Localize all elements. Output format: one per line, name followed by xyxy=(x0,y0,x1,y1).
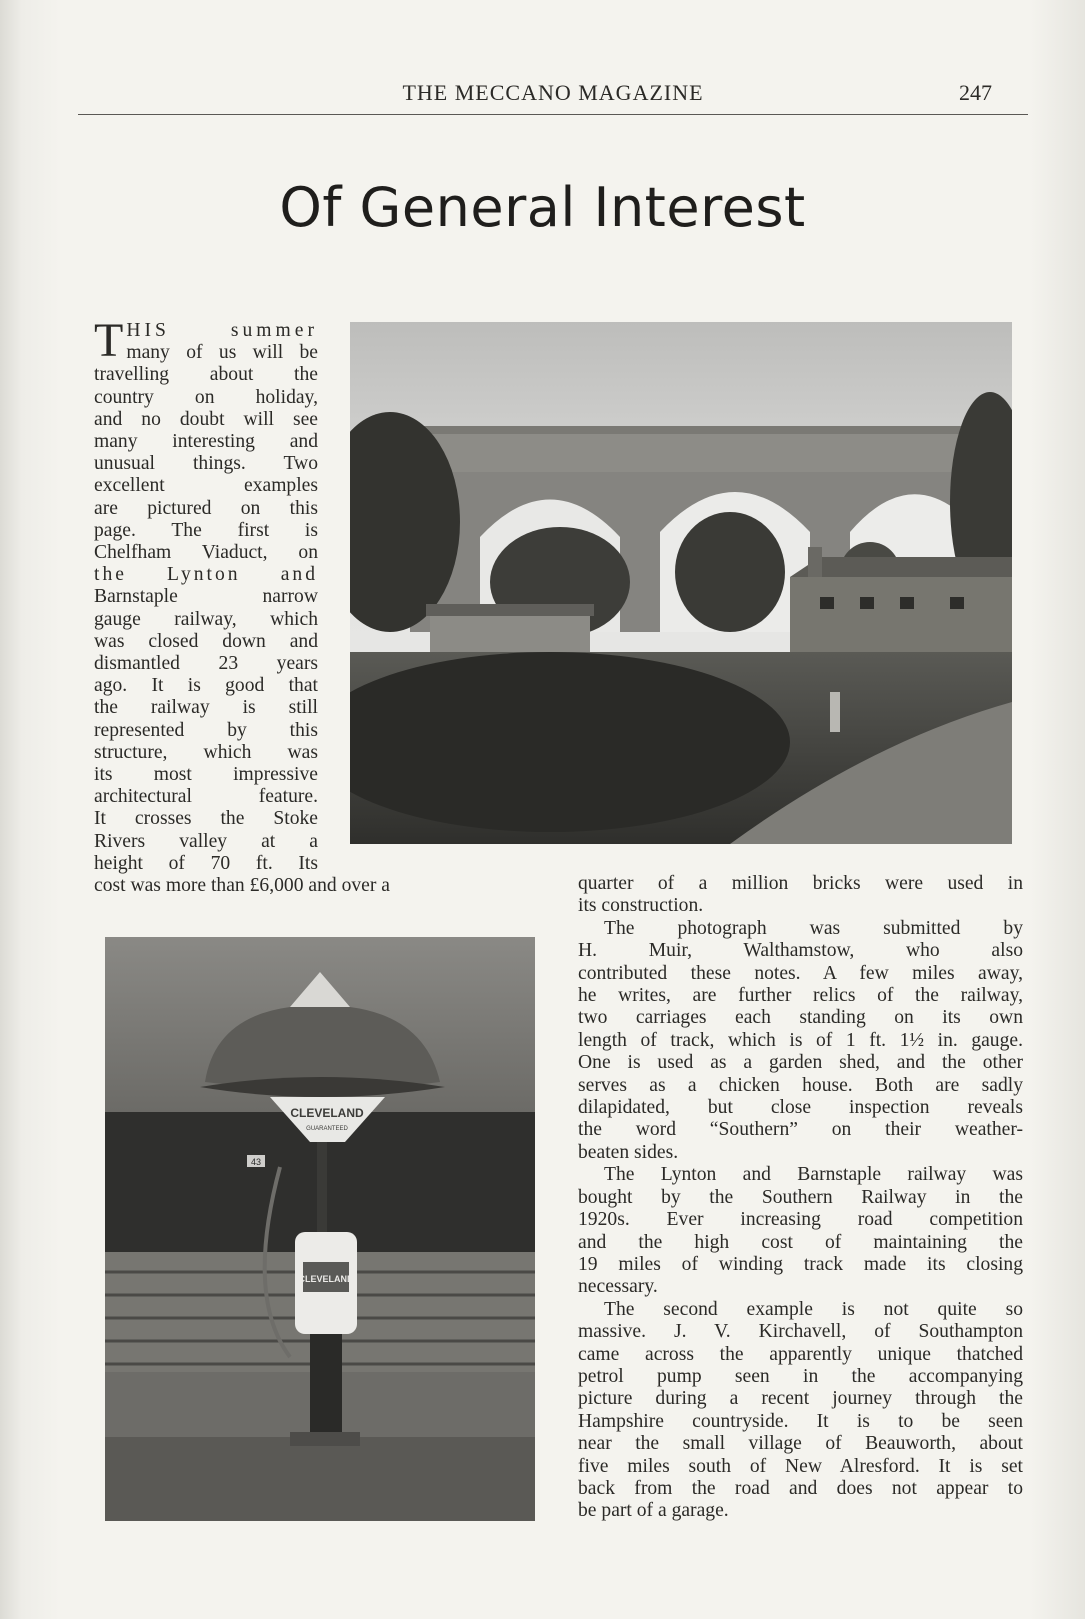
pump-sign-subtext: GUARANTEED xyxy=(306,1126,348,1132)
text-line: dilapidated, but close inspection reveals xyxy=(578,1097,1023,1119)
text-line: unusual things. Two xyxy=(94,453,318,475)
viaduct-photo xyxy=(350,322,1012,844)
text-line: gauge railway, which xyxy=(94,608,318,630)
text-line: and no doubt will see xyxy=(94,408,318,430)
pump-sign-text: CLEVELAND xyxy=(290,1106,364,1120)
text-line: Hampshire countryside. It is to be seen xyxy=(578,1410,1023,1432)
text-line: The second example is not quite so xyxy=(604,1298,1023,1320)
text-line: serves as a chicken house. Both are sadly xyxy=(578,1074,1023,1096)
text-line: H. Muir, Walthamstow, who also xyxy=(578,940,1023,962)
text-line: he writes, are further relics of the railway, xyxy=(578,985,1023,1007)
text-line: structure, which was xyxy=(94,741,318,763)
text-line: its most impressive xyxy=(94,764,318,786)
text-line: the railway is still xyxy=(94,697,318,719)
text-line: excellent examples xyxy=(94,475,318,497)
text-line: ago. It is good that xyxy=(94,675,318,697)
text-line: contributed these notes. A few miles away, xyxy=(578,962,1023,984)
text-line: back from the road and does not appear to xyxy=(578,1477,1023,1499)
magazine-name: THE MECCANO MAGAZINE xyxy=(402,80,704,105)
text-line: necessary. xyxy=(578,1276,658,1298)
text-line: The Lynton and Barnstaple railway was xyxy=(604,1164,1023,1186)
text-line: Barnstaple narrow xyxy=(94,586,318,608)
text-line: 19 miles of winding track made its closing xyxy=(578,1253,1023,1275)
article-left-column xyxy=(94,314,318,875)
text-line: The photograph was submitted by xyxy=(604,917,1023,939)
page-number: 247 xyxy=(959,80,992,105)
text-continuation-line: cost was more than £6,000 and over a xyxy=(94,875,391,896)
text-line: height of 70 ft. Its xyxy=(94,852,318,874)
article-title: Of General Interest xyxy=(279,176,806,239)
text-line: many of us will be xyxy=(126,342,318,364)
text-line: dismantled 23 years xyxy=(94,653,318,675)
running-header xyxy=(78,80,1028,115)
text-line: its construction. xyxy=(578,895,704,917)
text-line: bought by the Southern Railway in the xyxy=(578,1186,1023,1208)
text-line: One is used as a garden shed, and the other xyxy=(578,1052,1023,1074)
text-line: and the high cost of maintaining the xyxy=(578,1231,1023,1253)
pump-globe-text: CLEVELAND xyxy=(298,1274,354,1284)
text-line: petrol pump seen in the accompanying xyxy=(578,1365,1023,1387)
text-line: travelling about the xyxy=(94,364,318,386)
text-line: was closed down and xyxy=(94,630,318,652)
petrol-pump-photo xyxy=(105,937,535,1521)
text-line: two carriages each standing on its own xyxy=(578,1007,1023,1029)
text-line: country on holiday, xyxy=(94,386,318,408)
text-line: represented by this xyxy=(94,719,318,741)
text-line: architectural feature. xyxy=(94,786,318,808)
text-line: 1920s. Ever increasing road competition xyxy=(578,1209,1023,1231)
text-line: the word “Southern” on their weather- xyxy=(578,1119,1023,1141)
drop-cap: T xyxy=(94,314,124,367)
text-line: HIS summer xyxy=(126,320,318,341)
text-line: the Lynton and xyxy=(94,564,318,586)
text-line: massive. J. V. Kirchavell, of Southampton xyxy=(578,1321,1023,1343)
text-line: near the small village of Beauworth, about xyxy=(578,1433,1023,1455)
text-line: picture during a recent journey through the xyxy=(578,1388,1023,1410)
text-line: It crosses the Stoke xyxy=(94,808,318,830)
pump-tag-text: 43 xyxy=(250,1157,262,1167)
text-line: length of track, which is of 1 ft. 1½ in. gauge. xyxy=(578,1029,1023,1051)
text-line: beaten sides. xyxy=(578,1141,679,1163)
text-line: came across the apparently unique thatched xyxy=(578,1343,1023,1365)
text-line: be part of a garage. xyxy=(578,1500,729,1522)
text-line: many interesting and xyxy=(94,431,318,453)
text-line: quarter of a million bricks were used in xyxy=(578,873,1023,894)
text-line: Rivers valley at a xyxy=(94,830,318,852)
text-line: are pictured on this xyxy=(94,497,318,519)
text-line: five miles south of New Alresford. It is set xyxy=(578,1455,1023,1477)
text-line: page. The first is xyxy=(94,519,318,541)
text-line: Chelfham Viaduct, on xyxy=(94,542,318,564)
article-right-column xyxy=(578,873,1023,1523)
